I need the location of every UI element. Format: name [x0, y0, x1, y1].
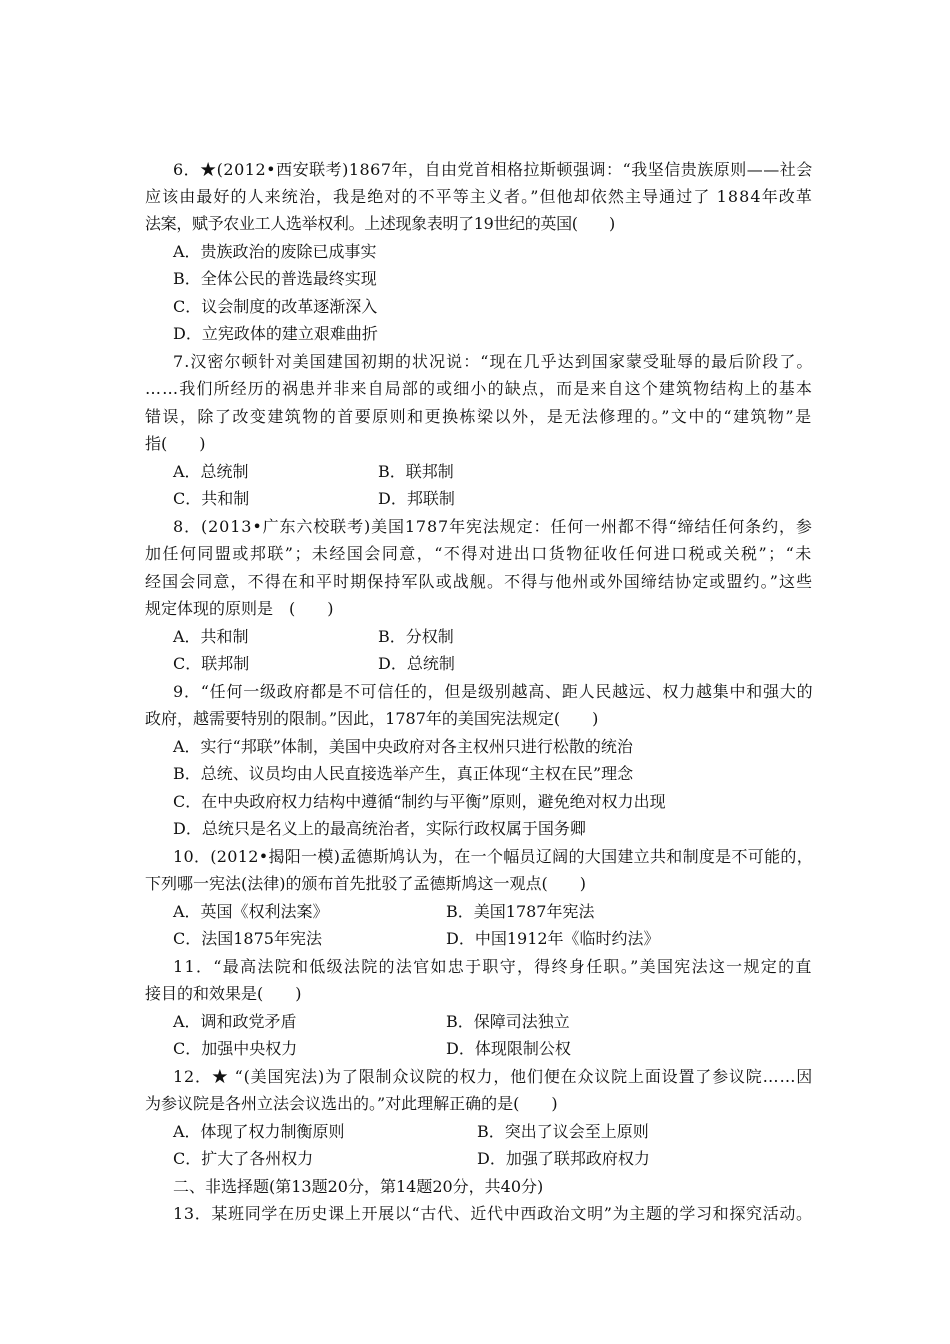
text-line: 应该由最好的人来统治，我是绝对的不平等主义者。”但他却依然主导通过了 1884年改革 — [145, 187, 813, 206]
text-line: 6．★(2012•西安联考)1867年，自由党首相格拉斯顿强调：“我坚信贵族原则——社会 — [173, 160, 813, 179]
text-line: 12．★ “(美国宪法)为了限制众议院的权力，他们便在众议院上面设置了参议院……因 — [173, 1067, 814, 1086]
text-line: 加任何同盟或邦联”；未经国会同意，“不得对进出口货物征收任何进口税或关税”；“未 — [145, 544, 813, 563]
option-b: D．总统制 — [378, 654, 455, 673]
text-line: 二、非选择题(第13题20分，第14题20分，共40分) — [173, 1177, 544, 1196]
text-line: 经国会同意，不得在和平时期保持军队或战舰。不得与他州或外国缔结协定或盟约。”这些 — [145, 572, 814, 591]
option-b: B．联邦制 — [378, 462, 454, 481]
text-line: B．全体公民的普选最终实现 — [173, 269, 377, 288]
option-b: B．美国1787年宪法 — [446, 902, 595, 921]
text-line: 接目的和效果是( ) — [145, 984, 302, 1003]
option-a: A．调和政党矛盾 — [173, 1012, 297, 1031]
option-a: C．共和制 — [173, 489, 250, 508]
option-a: A．共和制 — [173, 627, 249, 646]
option-a: C．联邦制 — [173, 654, 250, 673]
option-a: A．体现了权力制衡原则 — [173, 1122, 345, 1141]
text-line: 10．(2012•揭阳一模)孟德斯鸠认为，在一个幅员辽阔的大国建立共和制度是不可能的， — [173, 847, 814, 866]
text-line: D．总统只是名义上的最高统治者，实际行政权属于国务卿 — [173, 819, 586, 838]
text-line: ……我们所经历的祸患并非来自局部的或细小的缺点，而是来自这个建筑物结构上的基本 — [145, 379, 814, 398]
text-line: 错误，除了改变建筑物的首要原则和更换栋梁以外，是无法修理的。”文中的“建筑物”是 — [145, 407, 813, 426]
text-line: 政府，越需要特别的限制。”因此，1787年的美国宪法规定( ) — [145, 709, 599, 728]
option-b: B．突出了议会至上原则 — [477, 1122, 649, 1141]
option-b: D．加强了联邦政府权力 — [477, 1149, 650, 1168]
text-line: A．贵族政治的废除已成事实 — [173, 242, 377, 261]
option-b: B．保障司法独立 — [446, 1012, 570, 1031]
option-a: A．英国《权利法案》 — [173, 902, 329, 921]
text-line: 指( ) — [145, 434, 206, 453]
text-line: C．在中央政府权力结构中遵循“制约与平衡”原则，避免绝对权力出现 — [173, 792, 666, 811]
text-line: 法案，赋予农业工人选举权利。上述现象表明了19世纪的英国( ) — [145, 214, 615, 233]
text-line: B．总统、议员均由人民直接选举产生，真正体现“主权在民”理念 — [173, 764, 634, 783]
text-line: 7.汉密尔顿针对美国建国初期的状况说：“现在几乎达到国家蒙受耻辱的最后阶段了。 — [173, 352, 814, 371]
text-line: 13．某班同学在历史课上开展以“古代、近代中西政治文明”为主题的学习和探究活动。 — [173, 1204, 813, 1223]
text-line: 11．“最高法院和低级法院的法官如忠于职守，得终身任职。”美国宪法这一规定的直 — [173, 957, 813, 976]
text-line: 下列哪一宪法(法律)的颁布首先批驳了孟德斯鸠这一观点( ) — [145, 874, 586, 893]
text-line: 9．“任何一级政府都是不可信任的，但是级别越高、距人民越远、权力越集中和强大的 — [173, 682, 814, 701]
option-a: C．扩大了各州权力 — [173, 1149, 314, 1168]
option-a: C．法国1875年宪法 — [173, 929, 322, 948]
option-b: D．邦联制 — [378, 489, 455, 508]
option-a: C．加强中央权力 — [173, 1039, 298, 1058]
text-line: C．议会制度的改革逐渐深入 — [173, 297, 378, 316]
option-a: A．总统制 — [173, 462, 249, 481]
option-b: D．中国1912年《临时约法》 — [446, 929, 660, 948]
text-line: 规定体现的原则是 ( ) — [145, 599, 334, 618]
option-b: B．分权制 — [378, 627, 454, 646]
text-line: 为参议院是各州立法会议选出的。”对此理解正确的是( ) — [145, 1094, 558, 1113]
option-b: D．体现限制公权 — [446, 1039, 571, 1058]
text-line: A．实行“邦联”体制，美国中央政府对各主权州只进行松散的统治 — [173, 737, 633, 756]
text-line: 8．(2013•广东六校联考)美国1787年宪法规定：任何一州都不得“缔结任何条约，参 — [173, 517, 813, 536]
text-line: D．立宪政体的建立艰难曲折 — [173, 324, 378, 343]
